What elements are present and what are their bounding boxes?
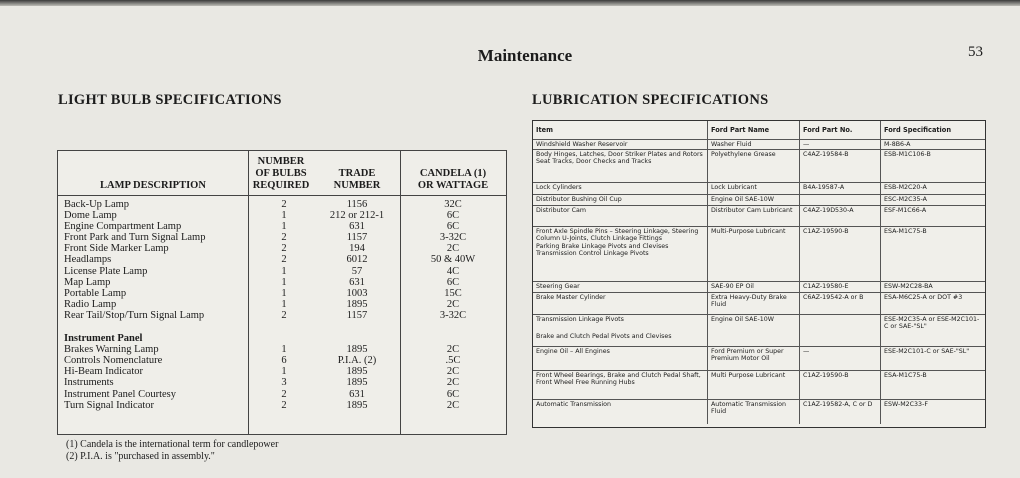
trade-number: 194 — [349, 243, 365, 255]
spec-cell: ESC-M2C35-A — [884, 196, 927, 203]
bulb-count: 6 — [281, 355, 287, 367]
bulb-count: 1 — [281, 366, 287, 378]
table-row — [533, 195, 985, 206]
lamp-description: Front Side Marker Lamp — [64, 243, 169, 255]
item-text: Steering Gear — [536, 283, 580, 290]
item-text: Seat Tracks, Door Checks and Tracks — [536, 158, 652, 166]
item-cell — [533, 293, 708, 314]
item-text: Distributor Bushing Oil Cup — [536, 196, 622, 203]
bulb-count: 2 — [281, 388, 287, 400]
bulb-count: 3 — [281, 377, 287, 389]
trade-number: 57 — [351, 265, 363, 277]
header-item: Item — [533, 121, 708, 139]
lamp-description: Instrument Panel Courtesy — [64, 388, 176, 400]
spacer — [254, 333, 314, 344]
item-cell — [533, 315, 708, 346]
table-row — [533, 183, 985, 195]
trade-number-column — [314, 196, 400, 411]
bulb-count: 1 — [281, 344, 287, 356]
spacer — [400, 333, 506, 344]
candela-value: 50 & 40W — [430, 254, 476, 266]
part-no-cell: C4AZ-19D530-A — [800, 206, 881, 226]
trade-number: 1895 — [346, 399, 368, 411]
column-divider — [400, 151, 401, 434]
spacer — [254, 321, 314, 333]
spec-cell: ESB-M2C20-A — [884, 184, 927, 191]
item-cell — [533, 206, 708, 226]
header-line: CANDELA (1) — [419, 168, 487, 179]
table-row — [533, 282, 985, 293]
trade-number: 631 — [349, 276, 365, 288]
item-cell — [533, 347, 708, 370]
part-name-cell: Multi-Purpose Lubricant — [708, 227, 800, 281]
item-text: Automatic Transmission — [536, 401, 611, 408]
trade-number: 1157 — [346, 232, 368, 244]
lamp-description: Engine Compartment Lamp — [64, 221, 182, 233]
spec-cell: ESB-M1C106-B — [884, 151, 931, 158]
lamp-description: License Plate Lamp — [64, 265, 148, 277]
bulb-count: 2 — [281, 309, 287, 321]
light-bulb-table — [57, 150, 507, 435]
header-line: OF BULBS — [255, 168, 307, 179]
lamp-description: Front Park and Turn Signal Lamp — [64, 232, 206, 244]
trade-number: 212 or 212-1 — [329, 210, 385, 222]
part-no-cell: C4AZ-19584-B — [800, 150, 881, 182]
bulb-count: 2 — [281, 232, 287, 244]
table-body — [58, 196, 506, 411]
lamp-description: Instruments — [64, 377, 114, 389]
item-text: Distributor Cam — [536, 207, 586, 214]
part-no-cell: C1AZ-19590-B — [800, 227, 881, 281]
header-specification: Ford Specification — [884, 126, 952, 134]
header-candela — [400, 151, 506, 195]
page-title: Maintenance — [477, 46, 573, 65]
candela-value: .5C — [445, 355, 461, 367]
footnote-candela: (1) Candela is the international term for candlepower — [66, 439, 279, 450]
page-number: 53 — [968, 44, 983, 60]
lamp-description: Turn Signal Indicator — [64, 399, 155, 411]
candela-value: 2C — [446, 344, 460, 356]
spec-cell: ESW-M2C28-BA — [884, 283, 933, 290]
instrument-panel-group: Instrument Panel — [64, 333, 143, 345]
part-name-cell: Multi Purpose Lubricant — [708, 371, 800, 399]
item-text: Front Axle Spindle Pins – Steering Linkage, Steering Column U-Joints, Clutch Linkage Fittings — [536, 228, 699, 243]
trade-number: 6012 — [346, 254, 368, 266]
candela-value: 6C — [446, 276, 460, 288]
candela-value: 3-32C — [439, 232, 467, 244]
trade-number: 1895 — [346, 298, 368, 310]
spacer — [400, 321, 506, 333]
spec-cell: ESA-M6C25-A or DOT #3 — [884, 294, 963, 301]
item-cell — [533, 150, 708, 182]
part-name-cell: Automatic Transmission Fluid — [708, 400, 800, 424]
part-no-cell: — — [800, 347, 881, 370]
spec-cell: ESE-M2C101-C or SAE-"SL" — [884, 348, 970, 355]
header-line: REQUIRED — [252, 180, 310, 191]
lamp-description: Hi-Beam Indicator — [64, 366, 144, 378]
trade-number: 631 — [349, 221, 365, 233]
candela-value: 2C — [446, 243, 460, 255]
candela-value: 4C — [446, 265, 460, 277]
trade-number: 1895 — [346, 377, 368, 389]
table-row — [533, 347, 985, 371]
bulb-count: 1 — [281, 265, 287, 277]
table-row — [533, 293, 985, 315]
lamp-description-column — [58, 196, 248, 411]
item-text: Brake and Clutch Pedal Pivots and Clevises — [536, 333, 672, 341]
footnote-pia: (2) P.I.A. is "purchased in assembly." — [66, 451, 215, 462]
spec-cell: ESE-M2C35-A or ESE-M2C101-C or SAE-"SL" — [884, 316, 980, 331]
table-row — [533, 371, 985, 400]
item-cell — [533, 400, 708, 424]
part-name-cell: Distributor Cam Lubricant — [708, 206, 800, 226]
lamp-description: Radio Lamp — [64, 298, 117, 310]
table-row — [533, 315, 985, 347]
bulb-count: 2 — [281, 254, 287, 266]
trade-number: 1003 — [346, 287, 368, 299]
item-text: Brake Master Cylinder — [536, 294, 606, 301]
part-no-cell — [800, 195, 881, 205]
part-name-cell: Washer Fluid — [708, 140, 800, 149]
spec-cell: ESA-M1C75-B — [884, 228, 927, 235]
candela-value: 2C — [446, 366, 460, 378]
header-part-name: Ford Part Name — [708, 121, 800, 139]
table-row — [533, 140, 985, 150]
item-text: Lock Cylinders — [536, 184, 582, 191]
part-no-cell — [800, 315, 881, 346]
spec-cell: ESW-M2C33-F — [884, 401, 928, 408]
candela-column — [400, 196, 506, 411]
trade-number: 1895 — [346, 366, 368, 378]
item-cell — [533, 140, 708, 149]
header-lamp-description — [58, 151, 248, 195]
spec-cell: ESA-M1C75-B — [884, 372, 927, 379]
candela-value: 15C — [444, 287, 462, 299]
trade-number: P.I.A. (2) — [337, 355, 377, 367]
spec-cell: ESF-M1C66-A — [884, 207, 927, 214]
bulb-count: 1 — [281, 210, 287, 222]
part-no-cell: C1AZ-19590-B — [800, 371, 881, 399]
bulb-count-column — [248, 196, 314, 411]
part-no-cell: C1AZ-19582-A, C or D — [800, 400, 881, 424]
trade-number: 631 — [349, 388, 365, 400]
lamp-description: Portable Lamp — [64, 287, 127, 299]
lamp-description: Back-Up Lamp — [64, 199, 130, 210]
candela-value: 32C — [444, 199, 462, 210]
trade-number: 1895 — [346, 344, 368, 356]
lubrication-title: LUBRICATION SPECIFICATIONS — [532, 92, 769, 108]
bulb-count: 1 — [281, 287, 287, 299]
bulb-count: 2 — [281, 399, 287, 411]
table-row — [533, 150, 985, 183]
table-row — [533, 227, 985, 282]
part-no-cell: B4A-19587-A — [800, 183, 881, 194]
lamp-description: Controls Nomenclature — [64, 355, 163, 367]
header-line: NUMBER — [333, 180, 381, 191]
candela-value: 2C — [446, 298, 460, 310]
part-name-cell: Engine Oil SAE-10W — [708, 195, 800, 205]
item-cell — [533, 282, 708, 292]
part-no-cell: — — [800, 140, 881, 149]
trade-number: 1157 — [346, 309, 368, 321]
item-text: Transmission Control Linkage Pivots — [536, 249, 649, 257]
page-top-edge — [0, 0, 1020, 6]
lamp-description: Rear Tail/Stop/Turn Signal Lamp — [64, 309, 205, 321]
bulb-count: 1 — [281, 276, 287, 288]
spec-cell: M-8B6-A — [884, 141, 911, 148]
candela-value: 6C — [446, 221, 460, 233]
header-line: OR WATTAGE — [417, 180, 489, 191]
candela-value: 6C — [446, 388, 460, 400]
item-text: Parking Brake Linkage Pivots and Clevises — [536, 242, 669, 250]
part-name-cell: Polyethylene Grease — [708, 150, 800, 182]
lamp-description: Headlamps — [64, 254, 112, 266]
lubrication-table — [532, 120, 986, 428]
bulb-count: 2 — [281, 243, 287, 255]
header-trade-number — [314, 151, 400, 195]
header-line: NUMBER — [257, 156, 305, 167]
spacer — [64, 321, 248, 333]
part-no-cell: C6AZ-19542-A or B — [800, 293, 881, 314]
item-cell — [533, 183, 708, 194]
lamp-description: Brakes Warning Lamp — [64, 344, 159, 356]
part-no-cell: C1AZ-19580-E — [800, 282, 881, 292]
item-text: Transmission Linkage Pivots — [536, 316, 624, 323]
table-row — [533, 206, 985, 227]
candela-value: 2C — [446, 399, 460, 411]
spacer — [314, 333, 400, 344]
lamp-description: Dome Lamp — [64, 210, 117, 222]
column-divider — [248, 151, 249, 434]
table-row — [533, 400, 985, 424]
table-header — [58, 151, 506, 196]
bulb-count: 1 — [281, 298, 287, 310]
spacer — [314, 321, 400, 333]
bulb-count: 1 — [281, 221, 287, 233]
bulb-count: 2 — [281, 199, 287, 210]
item-text: Body Hinges, Latches, Door Striker Plates and Rotors — [536, 151, 703, 158]
header-part-no: Ford Part No. — [800, 121, 881, 139]
part-name-cell: Lock Lubricant — [708, 183, 800, 194]
part-name-cell: Extra Heavy-Duty Brake Fluid — [708, 293, 800, 314]
part-name-cell: Engine Oil SAE-10W — [708, 315, 800, 346]
trade-number: 1156 — [346, 199, 368, 210]
item-cell — [533, 195, 708, 205]
item-cell — [533, 227, 708, 281]
light-bulb-title: LIGHT BULB SPECIFICATIONS — [58, 92, 282, 108]
table-header — [533, 121, 985, 140]
candela-value: 6C — [446, 210, 460, 222]
item-cell — [533, 371, 708, 399]
item-text: Engine Oil – All Engines — [536, 348, 610, 355]
item-text: Front Wheel Bearings, Brake and Clutch Pedal Shaft, Front Wheel Free Running Hubs — [536, 372, 701, 387]
item-text: Windshield Washer Reservoir — [536, 141, 628, 148]
part-name-cell: Ford Premium or Super Premium Motor Oil — [708, 347, 800, 370]
candela-value: 3-32C — [439, 309, 467, 321]
header-number-of-bulbs — [248, 151, 314, 195]
header-line: TRADE — [338, 168, 376, 179]
header-lamp-label: LAMP DESCRIPTION — [100, 180, 206, 191]
part-name-cell: SAE-90 EP Oil — [708, 282, 800, 292]
lamp-description: Map Lamp — [64, 276, 111, 288]
candela-value: 2C — [446, 377, 460, 389]
